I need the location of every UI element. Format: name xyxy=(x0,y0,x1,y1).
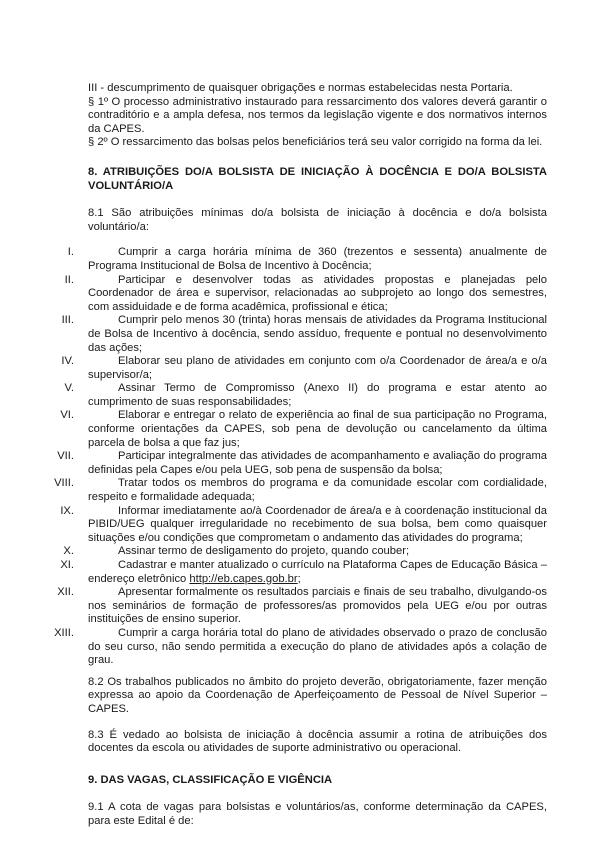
document-page xyxy=(54,82,547,829)
intro-item-iii: III - descumprimento de quaisquer obrigações e normas estabelecidas nesta Portaria. xyxy=(88,82,513,94)
paragraph-9-1: 9.1 A cota de vagas para bolsistas e voluntários/as, conforme determinação da CAPES, para este Edital é de: xyxy=(88,801,547,827)
list-item: VI. Elaborar e entregar o relato de experiência ao final de sua participação no Programa, conforme orientações da CAPES, sob pena de devolução ou cancelamento da última parcela de bolsa a que faz jus; xyxy=(60,409,547,449)
list-item: XIII. Cumprir a carga horária total do plano de atividades observado o prazo de conclusão do seu curso, não sendo permitida a execução do plano de atividades após a colação de grau. xyxy=(54,626,547,667)
list-item: IX. Informar imediatamente ao/à Coordenador de área/a e à coordenação institucional da PIBID/UEG qualquer irregularidade no recebimento de sua bolsa, bem como quaisquer situações e/ou condições que comprometam o andamento das atividades do programa; xyxy=(60,504,547,544)
list-item: XII. Apresentar formalmente os resultados parciais e finais de seu trabalho, divulgando-os nos seminários de formação de professores/as promovidos pela UEG e/ou por outras instituições de ensino superior. xyxy=(57,586,547,626)
section-9-title: 9. DAS VAGAS, CLASSIFICAÇÃO E VIGÊNCIA xyxy=(88,773,333,786)
list-item: IV. Elaborar seu plano de atividades em conjunto com o/a Coordenador de área/a e o/a supervisor/a; xyxy=(61,355,547,381)
section-8-title: 8. ATRIBUIÇÕES DO/A BOLSISTA DE INICIAÇÃO À DOCÊNCIA E DO/A BOLSISTA VOLUNTÁRIO/A xyxy=(88,165,547,192)
paragraph-8-1: 8.1 São atribuições mínimas do/a bolsista de iniciação à docência e do/a bolsista voluntário/a: xyxy=(88,207,547,233)
paragraph-1: § 1º O processo administrativo instaurado para ressarcimento dos valores deverá garantir o contraditório e a ampla defesa, nos termos da legislação vigente e dos normativos internos da CAPES. xyxy=(88,95,547,135)
list-item: XI. Cadastrar e manter atualizado o currículo na Plataforma Capes de Educação Básica – endereço eletrônico http://eb.capes.gob.br; xyxy=(60,559,547,585)
list-item: VII. Participar integralmente das atividades de acompanhamento e avaliação do programa definidas pela Capes e/ou pela UEG, sob pena de suspensão da bolsa; xyxy=(57,450,547,476)
paragraph-8-2: 8.2 Os trabalhos publicados no âmbito do projeto deverão, obrigatoriamente, fazer menção expressa ao apoio da Coordenação de Aperfeiçoamento de Pessoal de Nível Superior – CAPES. xyxy=(88,675,547,715)
list-item: VIII. Tratar todos os membros do programa e da comunidade escolar com cordialidade, respeito e formalidade adequada; xyxy=(54,477,547,504)
intro-block xyxy=(88,82,547,150)
paragraph-2: § 2º O ressarcimento das bolsas pelos beneficiários terá seu valor corrigido na forma da lei. xyxy=(88,136,543,149)
attributions-list xyxy=(54,246,547,667)
paragraph-8-3: 8.3 É vedado ao bolsista de iniciação à docência assumir a rotina de atribuições dos docentes da escola ou atividades de suporte administrativo ou operacional. xyxy=(88,728,547,755)
list-item: V. Assinar Termo de Compromisso (Anexo II) do programa e estar atento ao cumprimento de suas responsabilidades; xyxy=(64,382,547,408)
list-item: I. Cumprir a carga horária mínima de 360 (trezentos e sessenta) anualmente de Programa Institucional de Bolsa de Incentivo à Docência; xyxy=(67,246,547,272)
capes-link[interactable]: http://eb.capes.gob.br xyxy=(189,572,298,585)
list-item: III. Cumprir pelo menos 30 (trinta) horas mensais de atividades da Programa Institucional de Bolsa de Incentivo à docência, sendo assíduo, frequente e pontual no desenvolvimento das ações; xyxy=(61,314,547,354)
list-item: II. Participar e desenvolver todas as atividades propostas e planejadas pelo Coordenador de área e supervisor, relacionadas ao subprojeto ao longo dos semestres, com assiduidade e de forma acadêmica, profissional e ética; xyxy=(64,273,547,313)
list-item: X. Assinar termo de desligamento do projeto, quando couber; xyxy=(63,545,410,558)
